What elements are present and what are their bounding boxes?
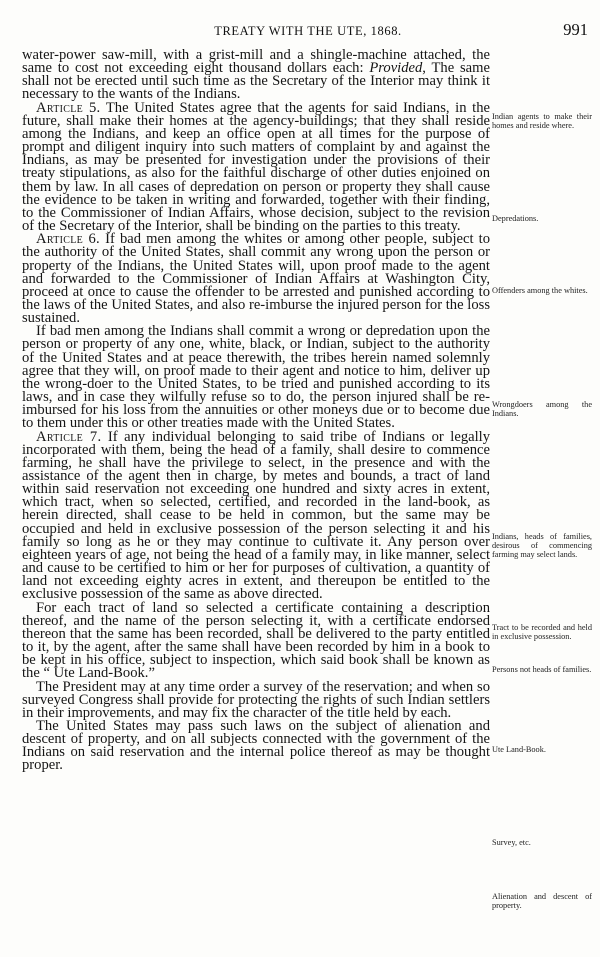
- paragraph-text: water-power saw-mill, with a grist-mill and a shingle-machine attached, the same to cost not exceeding eight thousand dollars each: Provided, The same shall not be erected until such time as the Secretary of the Interior may think it necessary to the wants of the Indians.: [22, 47, 490, 103]
- paragraph-text: If bad men among the whites or among other people, subject to the authority of the United States, shall commit any wrong upon the person or property of the Indians, the United States will, upon proof made to the agent and forwarded to the Commissioner of Indian Affairs at Washington City, proceed at once to cause the offender to be arrested and punished according to the laws of the United States, and also re-imburse the injured person for the loss sustained.: [22, 231, 490, 327]
- paragraph-text: The United States may pass such laws on the subject of alienation and descent of property, and on all subjects connected with the government of the Indians on said reservation and the internal police thereof as may be thought proper.: [22, 717, 490, 774]
- page-number: 991: [563, 20, 588, 39]
- marginal-note-offenders: Offenders among the whites.: [492, 286, 588, 295]
- marginal-note-persons: Persons not heads of families.: [492, 665, 592, 674]
- marginal-note-alienation: Alienation and descent of property.: [492, 892, 592, 911]
- paragraph-text: For each tract of land so selected a certificate containing a description thereof, and the name of the person selecting it, with a certificate endorsed thereon that the same has been recorded, shall be delivered to the party entitled to it, by the agent, after the same shall have been recorded by him in a book to be kept in his office, subject to inspection, which said book shall be known as the “ Ute Land-Book.”: [22, 599, 490, 682]
- page-header: [22, 20, 594, 40]
- paragraph-article-6: [22, 233, 490, 325]
- paragraph-text: If bad men among the Indians shall commit a wrong or depredation upon the person or property of any one, white, black, or Indian, subject to the authority of the United States and at peace therewith, the tribes herein named solemnly agree that they will, on proof made to their agent and notice to him, deliver up the wrong-doer to the United States, to be tried and punished according to its laws, and in case they wilfully refuse so to do, the person injured shall be re-imbursed for his loss from the annuities or other moneys due or to become due to them under this or other treaties made with the United States.: [22, 323, 490, 432]
- paragraph-article-5: [22, 99, 490, 235]
- paragraph-wrongdoers: [22, 325, 490, 430]
- article-heading: Article 6.: [36, 231, 100, 248]
- marginal-note-tract-recorded: Tract to be recorded and held in exclusive possession.: [492, 623, 592, 642]
- treaty-text: [22, 49, 490, 773]
- article-heading: Article 5.: [36, 99, 101, 116]
- paragraph-survey: [22, 678, 490, 721]
- paragraph-article-7: [22, 428, 491, 603]
- paragraph-alienation: [22, 717, 490, 774]
- marginal-note-heads-of-families: Indians, heads of families, desirous of commencing farming may select lands.: [492, 532, 592, 560]
- article-heading: Article 7.: [36, 428, 102, 445]
- running-title: TREATY WITH THE UTE, 1868.: [214, 24, 402, 38]
- marginal-note-depredations: Depredations.: [492, 214, 539, 223]
- paragraph-text: The President may at any time order a survey of the reservation; and when so surveyed Congress shall provide for protecting the rights of such Indian settlers in their improvements, and may fix the character of the title held by each.: [22, 678, 490, 721]
- marginal-note-wrongdoers: Wrongdoers among the Indians.: [492, 400, 592, 419]
- paragraph-text: If any individual belonging to said tribe of Indians or legally incorporated with them, being the head of a family, shall desire to commence farming, he shall have the privilege to select, in the presence and with the assistance of the agent then in charge, by metes and bounds, a tract of land within said reservation not exceeding one hundred and sixty acres in extent, which tract, when so selected, certified, and recorded in the land-book, as herein directed, shall cease to be held in common, but the same may be occupied and held in exclusive possession of the person selecting it and his family so long as he or they may continue to cultivate it. Any person over eighteen years of age, not being the head of a family may, in like manner, select and cause to be certified to him or her for purposes of cultivation, a quantity of land not exceeding eighty acres in extent, and thereupon be entitled to the exclusive possession of the same as above directed.: [22, 428, 491, 603]
- paragraph-continuation: [22, 49, 490, 102]
- marginal-note-agents: Indian agents to make their homes and reside where.: [492, 112, 592, 131]
- marginal-note-survey: Survey, etc.: [492, 838, 531, 847]
- marginal-note-land-book: Ute Land-Book.: [492, 745, 546, 754]
- paragraph-certificate: [22, 599, 490, 682]
- paragraph-text: The United States agree that the agents for said Indians, in the future, shall make their homes at the agency-buildings; that they shall reside among the Indians, and keep an office open at all times for the purpose of prompt and diligent inquiry into such matters of complaint by and against the Indians, as may be presented for investigation under the provisions of their treaty stipulations, as also for the faithful discharge of other duties enjoined on them by law. In all cases of depredation on person or property they shall cause the evidence to be taken in writing and forwarded, together with their finding, to the Commissioner of Indian Affairs, whose decision, subject to the revision of the Secretary of the Interior, shall be binding on the parties to this treaty.: [22, 99, 490, 235]
